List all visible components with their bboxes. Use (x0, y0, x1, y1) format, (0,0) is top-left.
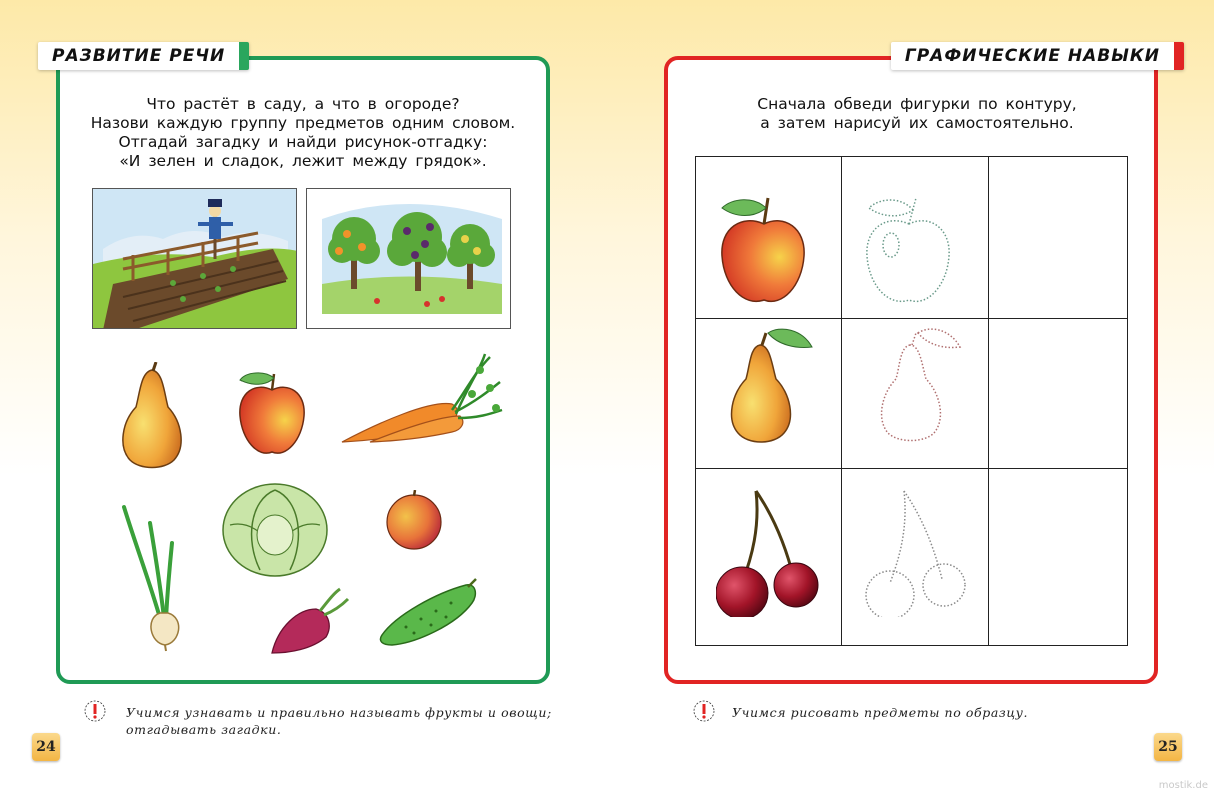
instruction-line: Сначала обведи фигурки по контуру, (757, 95, 1077, 113)
left-instructions (80, 95, 526, 171)
cherries-sample-picture (716, 487, 826, 621)
apple-picture (236, 368, 308, 462)
learning-goal-note (732, 704, 1172, 721)
instruction-line: Что растёт в саду, а что в огороде? (146, 95, 460, 113)
instruction-line: Назови каждую группу предметов одним словом. (90, 114, 516, 132)
green-onion-picture (120, 503, 210, 657)
note-line: отгадывать загадки. (126, 722, 282, 737)
note-line: Учимся рисовать предметы по образцу. (732, 705, 1029, 720)
apple-sample-picture (716, 192, 811, 311)
fruit-orchard-scene (306, 188, 511, 329)
exclamation-icon (693, 700, 715, 722)
vegetable-garden-scene (92, 188, 297, 329)
page-number: 24 (32, 733, 60, 761)
beet-picture (268, 587, 350, 661)
instruction-line: «И зелен и сладок, лежит между грядок». (119, 152, 487, 170)
tracing-grid (695, 156, 1128, 646)
apple-dotted-outline (861, 190, 956, 314)
cabbage-picture (220, 480, 330, 584)
peach-picture (384, 490, 444, 556)
cucumber-picture (376, 575, 480, 651)
pear-dotted-outline (874, 325, 969, 449)
section-tab-speech: РАЗВИТИЕ РЕЧИ (38, 42, 249, 70)
cherries-dotted-outline (864, 487, 974, 621)
exclamation-icon (84, 700, 106, 722)
section-tab-graphics: ГРАФИЧЕСКИЕ НАВЫКИ (891, 42, 1184, 70)
right-instructions (707, 95, 1127, 133)
carrot-picture (340, 352, 505, 451)
note-line: Учимся узнавать и правильно называть фрукты и овощи; (126, 705, 552, 720)
instruction-line: а затем нарисуй их самостоятельно. (760, 114, 1074, 132)
learning-goal-note (126, 704, 566, 738)
page-number: 25 (1154, 733, 1182, 761)
right-page (607, 0, 1214, 793)
instruction-line: Отгадай загадку и найди рисунок-отгадку: (118, 133, 488, 151)
watermark: mostik.de (1158, 780, 1208, 791)
pear-picture (116, 362, 188, 474)
pear-sample-picture (724, 327, 819, 451)
